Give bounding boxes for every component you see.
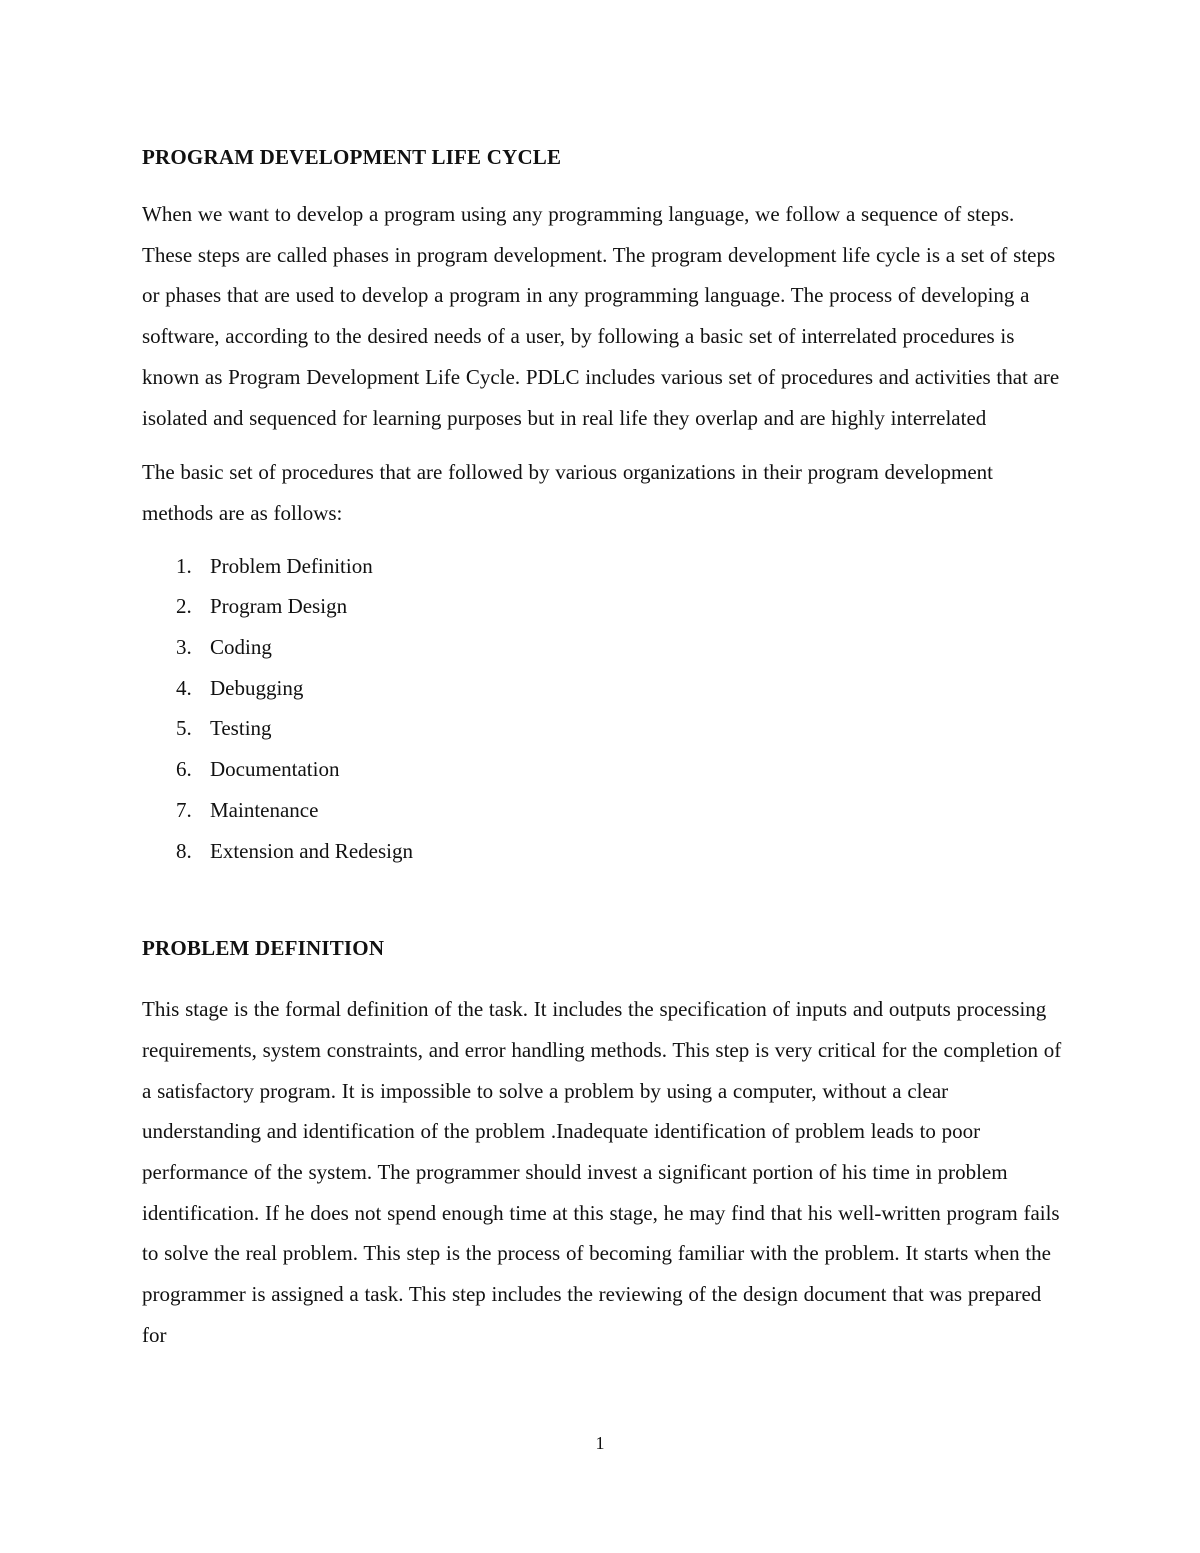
list-item-number: 7. — [176, 797, 192, 822]
procedures-intro-paragraph: The basic set of procedures that are followed by various organizations in their program development methods are as follows: — [142, 460, 994, 525]
list-item-label: Extension and Redesign — [210, 838, 413, 863]
list-item — [142, 831, 1062, 872]
list-item-number: 5. — [176, 716, 192, 741]
list-item-label: Testing — [210, 716, 272, 741]
list-item-label: Maintenance — [210, 797, 319, 822]
problem-definition-paragraph: This stage is the formal definition of the task. It includes the specification of inputs and outputs processing requirements, system constraints, and error handling methods. This step is very critical for the completion of a satisfactory program. It is impossible to solve a problem by using a computer, without a clear understanding and identification of the problem .Inadequate identification of problem leads to poor performance of the system. The programmer should invest a significant portion of his time in problem identification. If he does not spend enough time at this stage, he may find that his well-written program fails to solve the real problem. This step is the process of becoming familiar with the problem. It starts when the programmer is assigned a task. This step includes the reviewing of the design document that was prepared for — [142, 997, 1062, 1347]
list-item — [142, 668, 1062, 709]
list-item — [142, 586, 1062, 627]
section-heading-problem-definition: PROBLEM DEFINITION — [142, 936, 385, 961]
list-item-number: 3. — [176, 635, 192, 660]
list-item-label: Debugging — [210, 675, 304, 700]
list-item — [142, 546, 1062, 587]
document-title: PROGRAM DEVELOPMENT LIFE CYCLE — [142, 145, 562, 169]
page-number: 1 — [595, 1433, 605, 1453]
list-item-label: Documentation — [210, 757, 340, 782]
list-item-number: 1. — [176, 553, 192, 578]
list-item — [142, 708, 1062, 749]
list-item — [142, 627, 1062, 668]
steps-list — [142, 546, 1062, 872]
page-content — [142, 140, 1062, 1356]
list-item-number: 6. — [176, 757, 192, 782]
list-item-number: 4. — [176, 675, 192, 700]
list-item — [142, 749, 1062, 790]
list-item-number: 8. — [176, 838, 192, 863]
list-item-number: 2. — [176, 594, 192, 619]
list-item-label: Coding — [210, 635, 272, 660]
list-item-label: Program Design — [210, 594, 348, 619]
list-item-label: Problem Definition — [210, 553, 373, 578]
list-item — [142, 790, 1062, 831]
intro-paragraph: When we want to develop a program using any programming language, we follow a sequence of steps. These steps are called phases in program development. The program development life cycle is a set of steps or phases that are used to develop a program in any programming language. The process of developing a software, according to the desired needs of a user, by following a basic set of interrelated procedures is known as Program Development Life Cycle. PDLC includes various set of procedures and activities that are isolated and sequenced for learning purposes but in real life they overlap and are highly interrelated — [142, 202, 1060, 430]
